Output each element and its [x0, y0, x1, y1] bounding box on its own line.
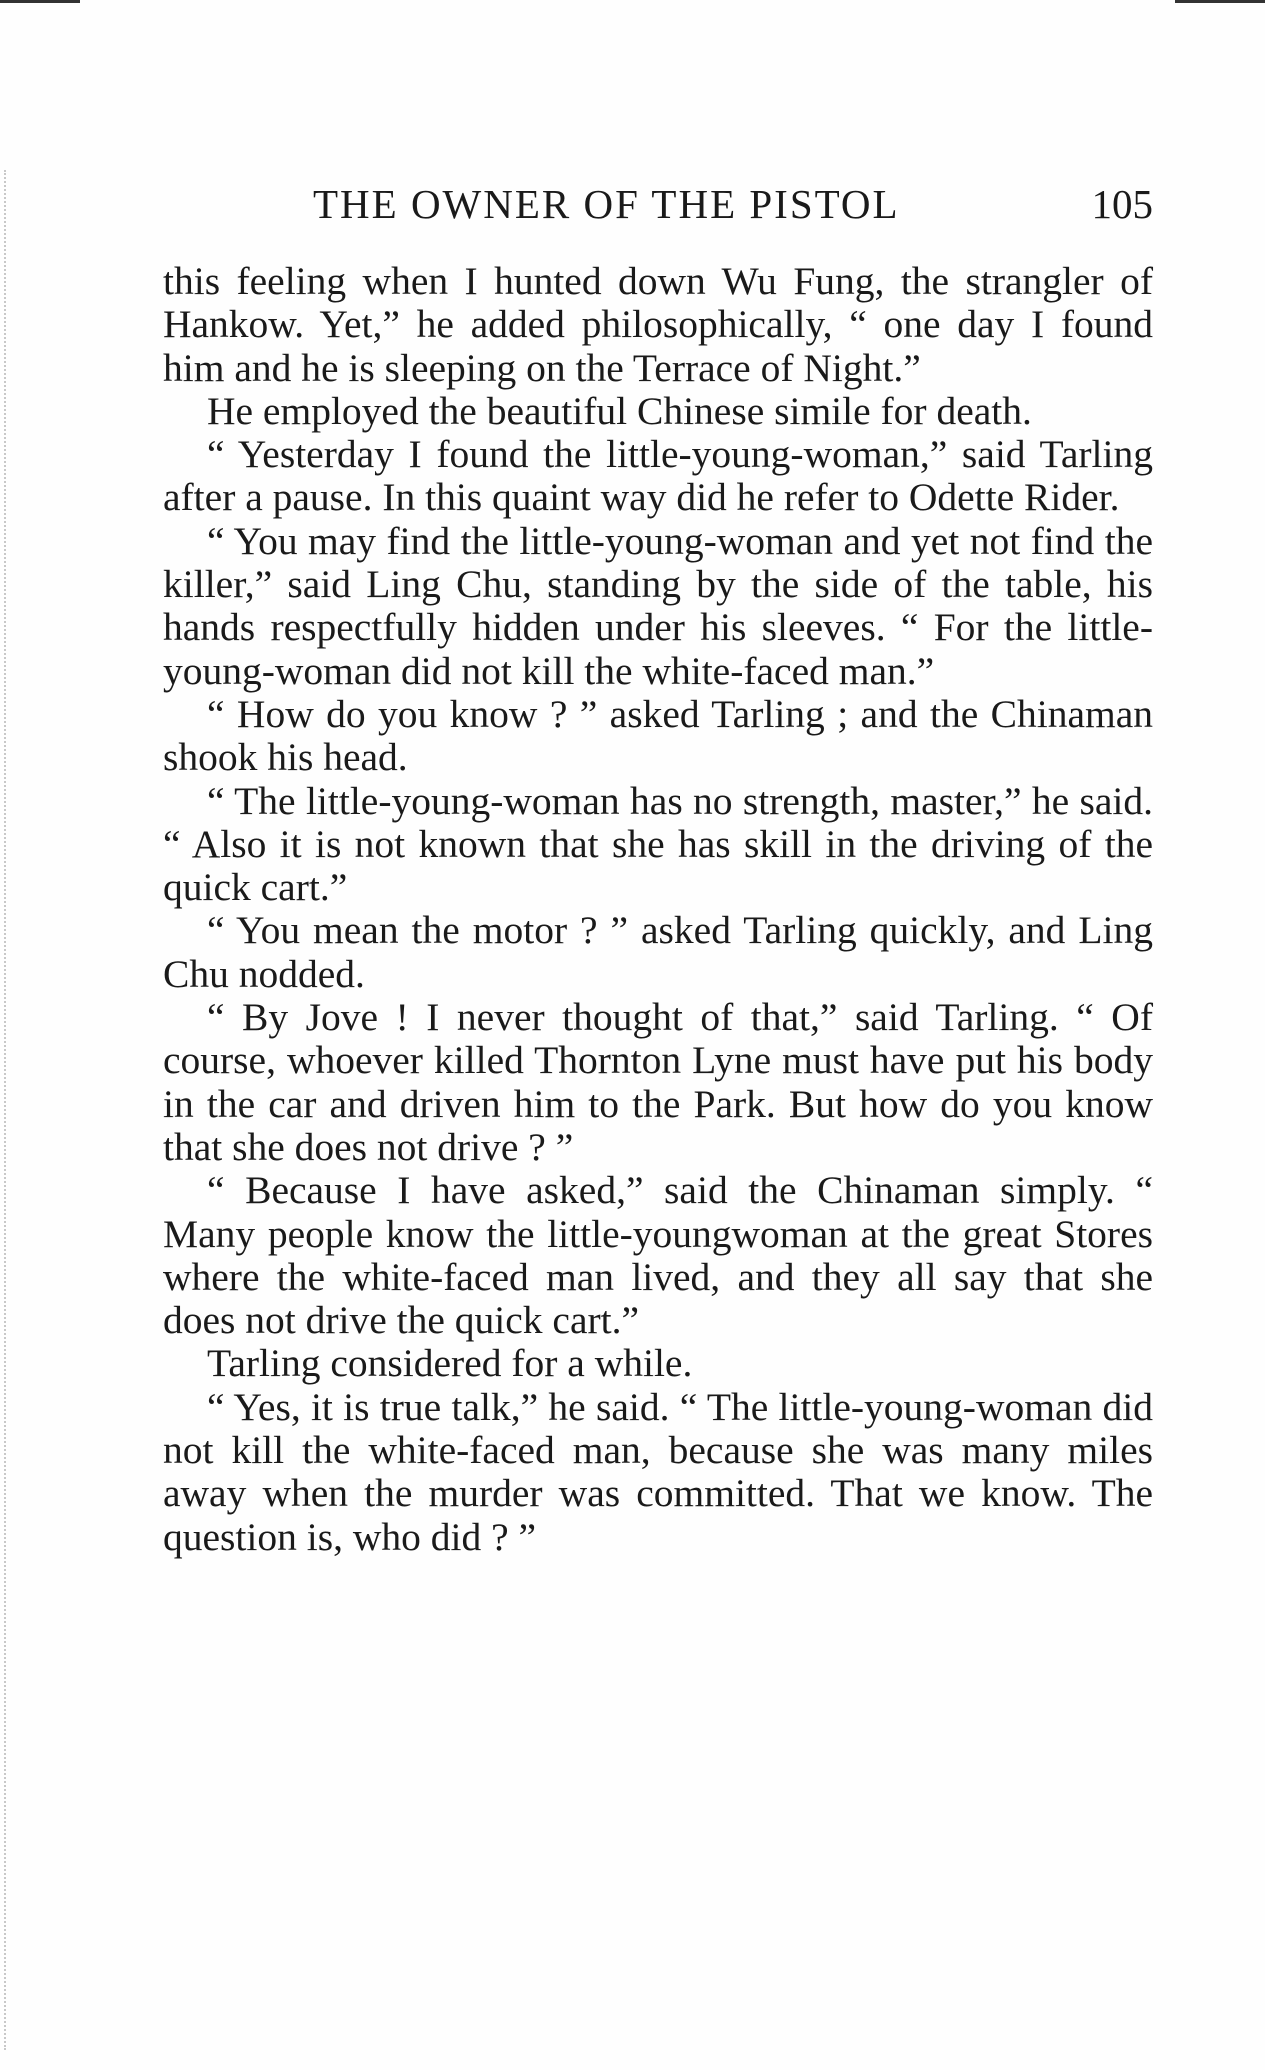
- paragraph: “ How do you know ? ” asked Tarling ; and the Chinaman shook his head.: [163, 691, 1153, 780]
- paragraph: “ You mean the motor ? ” asked Tarling quickly, and Ling Chu nodded.: [163, 908, 1153, 996]
- paragraph: “ The little-young-woman has no strength, master,” he said. “ Also it is not known that she has skill in the driving of the quick cart.”: [163, 778, 1153, 910]
- paragraph: this feeling when I hunted down Wu Fung, the strangler of Hankow. Yet,” he added philosophically, “ one day I found him and he is sleeping on the Terrace of Night.”: [163, 259, 1153, 390]
- binding-gutter: [4, 170, 12, 2050]
- paragraph: “ Yes, it is true talk,” he said. “ The little-young-woman did not kill the white-faced man, because she was many miles away when the murder was committed. That we know. The question is, who did ? ”: [163, 1384, 1153, 1559]
- body-text: [163, 260, 1153, 1559]
- running-title: THE OWNER OF THE PISTOL: [313, 181, 900, 227]
- page-number: 105: [1091, 181, 1153, 227]
- running-head: [163, 180, 1153, 236]
- paragraph: “ By Jove ! I never thought of that,” said Tarling. “ Of course, whoever killed Thornton Lyne must have put his body in the car and driven him to the Park. But how do you know that she does not drive ? ”: [163, 995, 1153, 1169]
- scan-edge-mark: [0, 0, 80, 3]
- paragraph: “ Because I have asked,” said the Chinaman simply. “ Many people know the little-youngwoman at the great Stores where the white-faced man lived, and they all say that she does not drive the quick cart.”: [163, 1168, 1153, 1343]
- paragraph: “ You may find the little-young-woman and yet not find the killer,” said Ling Chu, standing by the side of the table, his hands respectfully hidden under his sleeves. “ For the little-young-woman did not kill the white-faced man.”: [163, 518, 1153, 693]
- paragraph: Tarling considered for a while.: [207, 1341, 693, 1386]
- paragraph: He employed the beautiful Chinese simile for death.: [207, 388, 1032, 433]
- scan-edge-mark: [1175, 0, 1265, 3]
- paragraph: “ Yesterday I found the little-young-woman,” said Tarling after a pause. In this quaint way did he refer to Odette Rider.: [163, 432, 1153, 520]
